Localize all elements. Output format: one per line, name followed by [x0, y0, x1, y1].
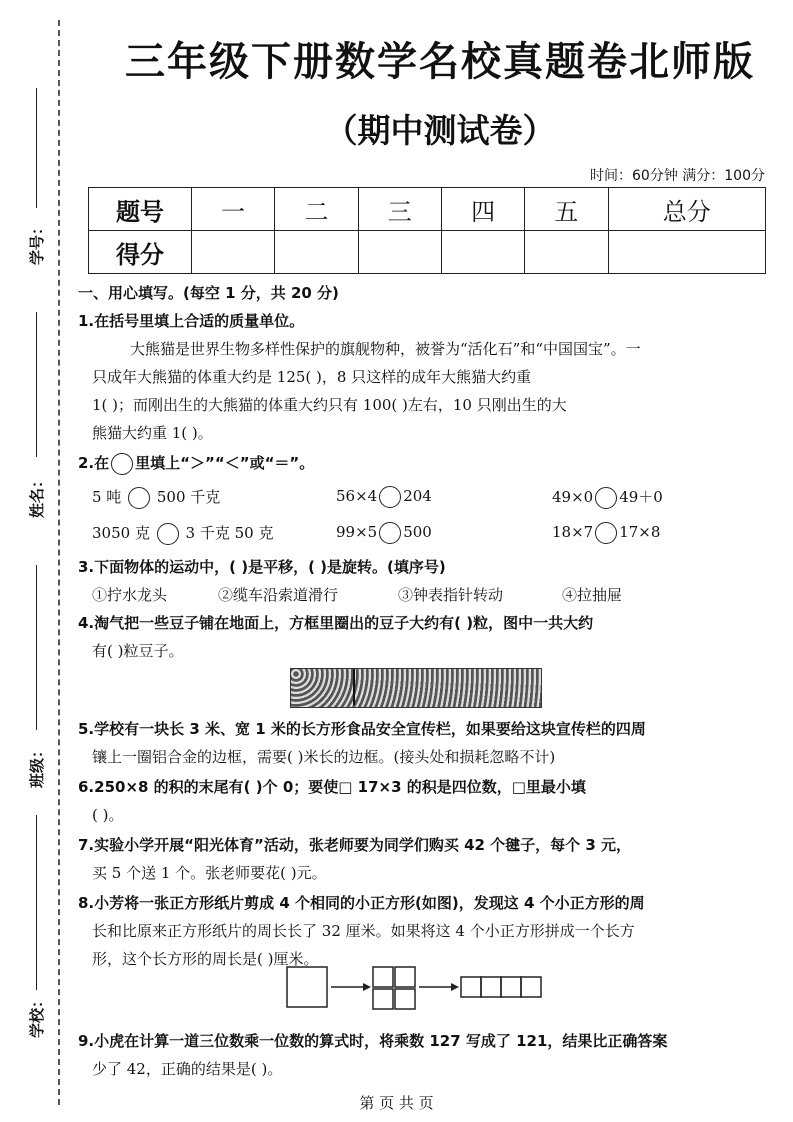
name-label: 姓名：	[28, 472, 47, 519]
q8-line-2: 长和比原来正方形纸片的周长长了 32 厘米。如果将这 4 个小正方形拼成一个长方	[92, 922, 635, 940]
q2-item	[336, 486, 432, 508]
q2-item-right: 500 千克	[156, 488, 221, 506]
square-cutting-diagram	[285, 965, 550, 1015]
answer-circle[interactable]	[157, 523, 179, 545]
q1-line-1: 大熊猫是世界生物多样性保护的旗舰物种，被誉为“活化石”和“中国国宝”。一	[130, 340, 641, 358]
q2-item-right: 3 千克 50 克	[185, 524, 274, 542]
score-table-header-row	[89, 188, 766, 231]
beans-sample-frame	[291, 669, 355, 705]
q8-line-3: 形，这个长方形的周长是( )厘米。	[92, 950, 319, 968]
column-1: 一	[192, 188, 275, 231]
column-3: 三	[358, 188, 441, 231]
q6-line-1: 6.250×8 的积的末尾有( )个 0；要使□ 17×3 的积是四位数，□里最小填	[78, 778, 586, 796]
q2-item-right: 500	[403, 523, 432, 541]
q2-item	[92, 486, 220, 509]
q2-item-left: 3050 克	[92, 524, 150, 542]
arrowhead-icon	[363, 983, 371, 991]
binding-line	[58, 20, 60, 1105]
score-label: 得分	[89, 231, 192, 274]
q2-item-left: 99×5	[336, 523, 378, 541]
q2-item-left: 49×0	[552, 488, 594, 506]
page-subtitle: （期中测试卷）	[324, 111, 556, 150]
time-info: 时间：60分钟 满分：100分	[590, 168, 765, 184]
long-rectangle	[461, 977, 541, 997]
q3-option-1: ①拧水龙头	[92, 586, 168, 604]
column-5: 五	[525, 188, 608, 231]
q3-option-2: ②缆车沿索道滑行	[218, 586, 339, 604]
page-number: 第 页 共 页	[359, 1094, 434, 1112]
q2-item	[552, 522, 660, 544]
q2-stem-a: 2.在	[78, 454, 110, 472]
q8-line-1: 8.小芳将一张正方形纸片剪成 4 个相同的小正方形(如图)，发现这 4 个小正方形的周	[78, 894, 645, 912]
q7-line-1: 7.实验小学开展“阳光体育”活动，张老师要为同学们购买 42 个毽子，每个 3 元，	[78, 836, 632, 854]
student-no-label: 学号：	[28, 219, 47, 266]
answer-circle[interactable]	[379, 486, 401, 508]
four-small-squares	[373, 967, 415, 1009]
q7-line-2: 买 5 个送 1 个。张老师要花( )元。	[92, 864, 327, 882]
score-table	[88, 187, 766, 274]
q9-line-2: 少了 42，正确的结果是( )。	[92, 1060, 283, 1078]
score-cell-3[interactable]	[358, 231, 441, 274]
q2-item-right: 17×8	[619, 523, 661, 541]
q3-option-3: ③钟表指针转动	[398, 586, 504, 604]
answer-circle[interactable]	[379, 522, 401, 544]
score-cell-5[interactable]	[525, 231, 608, 274]
q2-item	[336, 522, 432, 544]
q2-item	[92, 522, 273, 545]
column-4: 四	[441, 188, 524, 231]
q5-line-1: 5.学校有一块长 3 米、宽 1 米的长方形食品安全宣传栏，如果要给这块宣传栏的四周	[78, 720, 646, 738]
page-title: 三年级下册数学名校真题卷北师版	[125, 39, 755, 85]
score-cell-2[interactable]	[275, 231, 358, 274]
score-table-score-row	[89, 231, 766, 274]
column-2: 二	[275, 188, 358, 231]
q3-stem: 3.下面物体的运动中，( )是平移，( )是旋转。(填序号)	[78, 558, 446, 576]
class-line[interactable]	[36, 565, 37, 730]
q2-stem	[78, 452, 314, 475]
arrowhead-icon	[451, 983, 459, 991]
q2-item-right: 204	[403, 487, 432, 505]
q4-line-1: 4.淘气把一些豆子铺在地面上，方框里圈出的豆子大约有( )粒，图中一共大约	[78, 614, 594, 632]
header-label: 题号	[89, 188, 192, 231]
class-label: 班级：	[28, 742, 47, 789]
q2-item-left: 18×7	[552, 523, 594, 541]
q2-item-left: 56×4	[336, 487, 378, 505]
q5-line-2: 镶上一圈铝合金的边框，需要( )米长的边框。(接头处和损耗忽略不计)	[92, 748, 556, 766]
q9-line-1: 9.小虎在计算一道三位数乘一位数的算式时，将乘数 127 写成了 121，结果比正确答案	[78, 1032, 668, 1050]
q6-line-2: ( )。	[92, 806, 124, 824]
q2-item-left: 5 吨	[92, 488, 122, 506]
q2-item-right: 49＋0	[619, 488, 663, 506]
compare-circle-icon	[111, 453, 133, 475]
q1-line-2: 只成年大熊猫的体重大约是 125( )，8 只这样的成年大熊猫大约重	[92, 368, 532, 386]
section-heading: 一、用心填写。(每空 1 分，共 20 分)	[78, 284, 339, 302]
q1-line-4: 熊猫大约重 1( )。	[92, 424, 213, 442]
q2-item	[552, 486, 663, 509]
q4-line-2: 有( )粒豆子。	[92, 642, 184, 660]
answer-circle[interactable]	[595, 522, 617, 544]
original-square	[287, 967, 327, 1007]
q2-stem-b: 里填上“＞”“＜”或“＝”。	[135, 454, 315, 472]
q1-stem: 1.在括号里填上合适的质量单位。	[78, 312, 305, 330]
beans-figure	[290, 668, 542, 708]
q1-line-3: 1( )；而刚出生的大熊猫的体重大约只有 100( )左右，10 只刚出生的大	[92, 396, 567, 414]
score-cell-total[interactable]	[608, 231, 765, 274]
column-total: 总分	[608, 188, 765, 231]
q3-option-4: ④拉抽屉	[562, 586, 623, 604]
answer-circle[interactable]	[595, 487, 617, 509]
school-label: 学校：	[28, 992, 47, 1039]
school-line[interactable]	[36, 815, 37, 990]
answer-circle[interactable]	[128, 487, 150, 509]
student-no-line[interactable]	[36, 88, 37, 208]
name-line[interactable]	[36, 312, 37, 457]
score-cell-4[interactable]	[441, 231, 524, 274]
score-cell-1[interactable]	[192, 231, 275, 274]
